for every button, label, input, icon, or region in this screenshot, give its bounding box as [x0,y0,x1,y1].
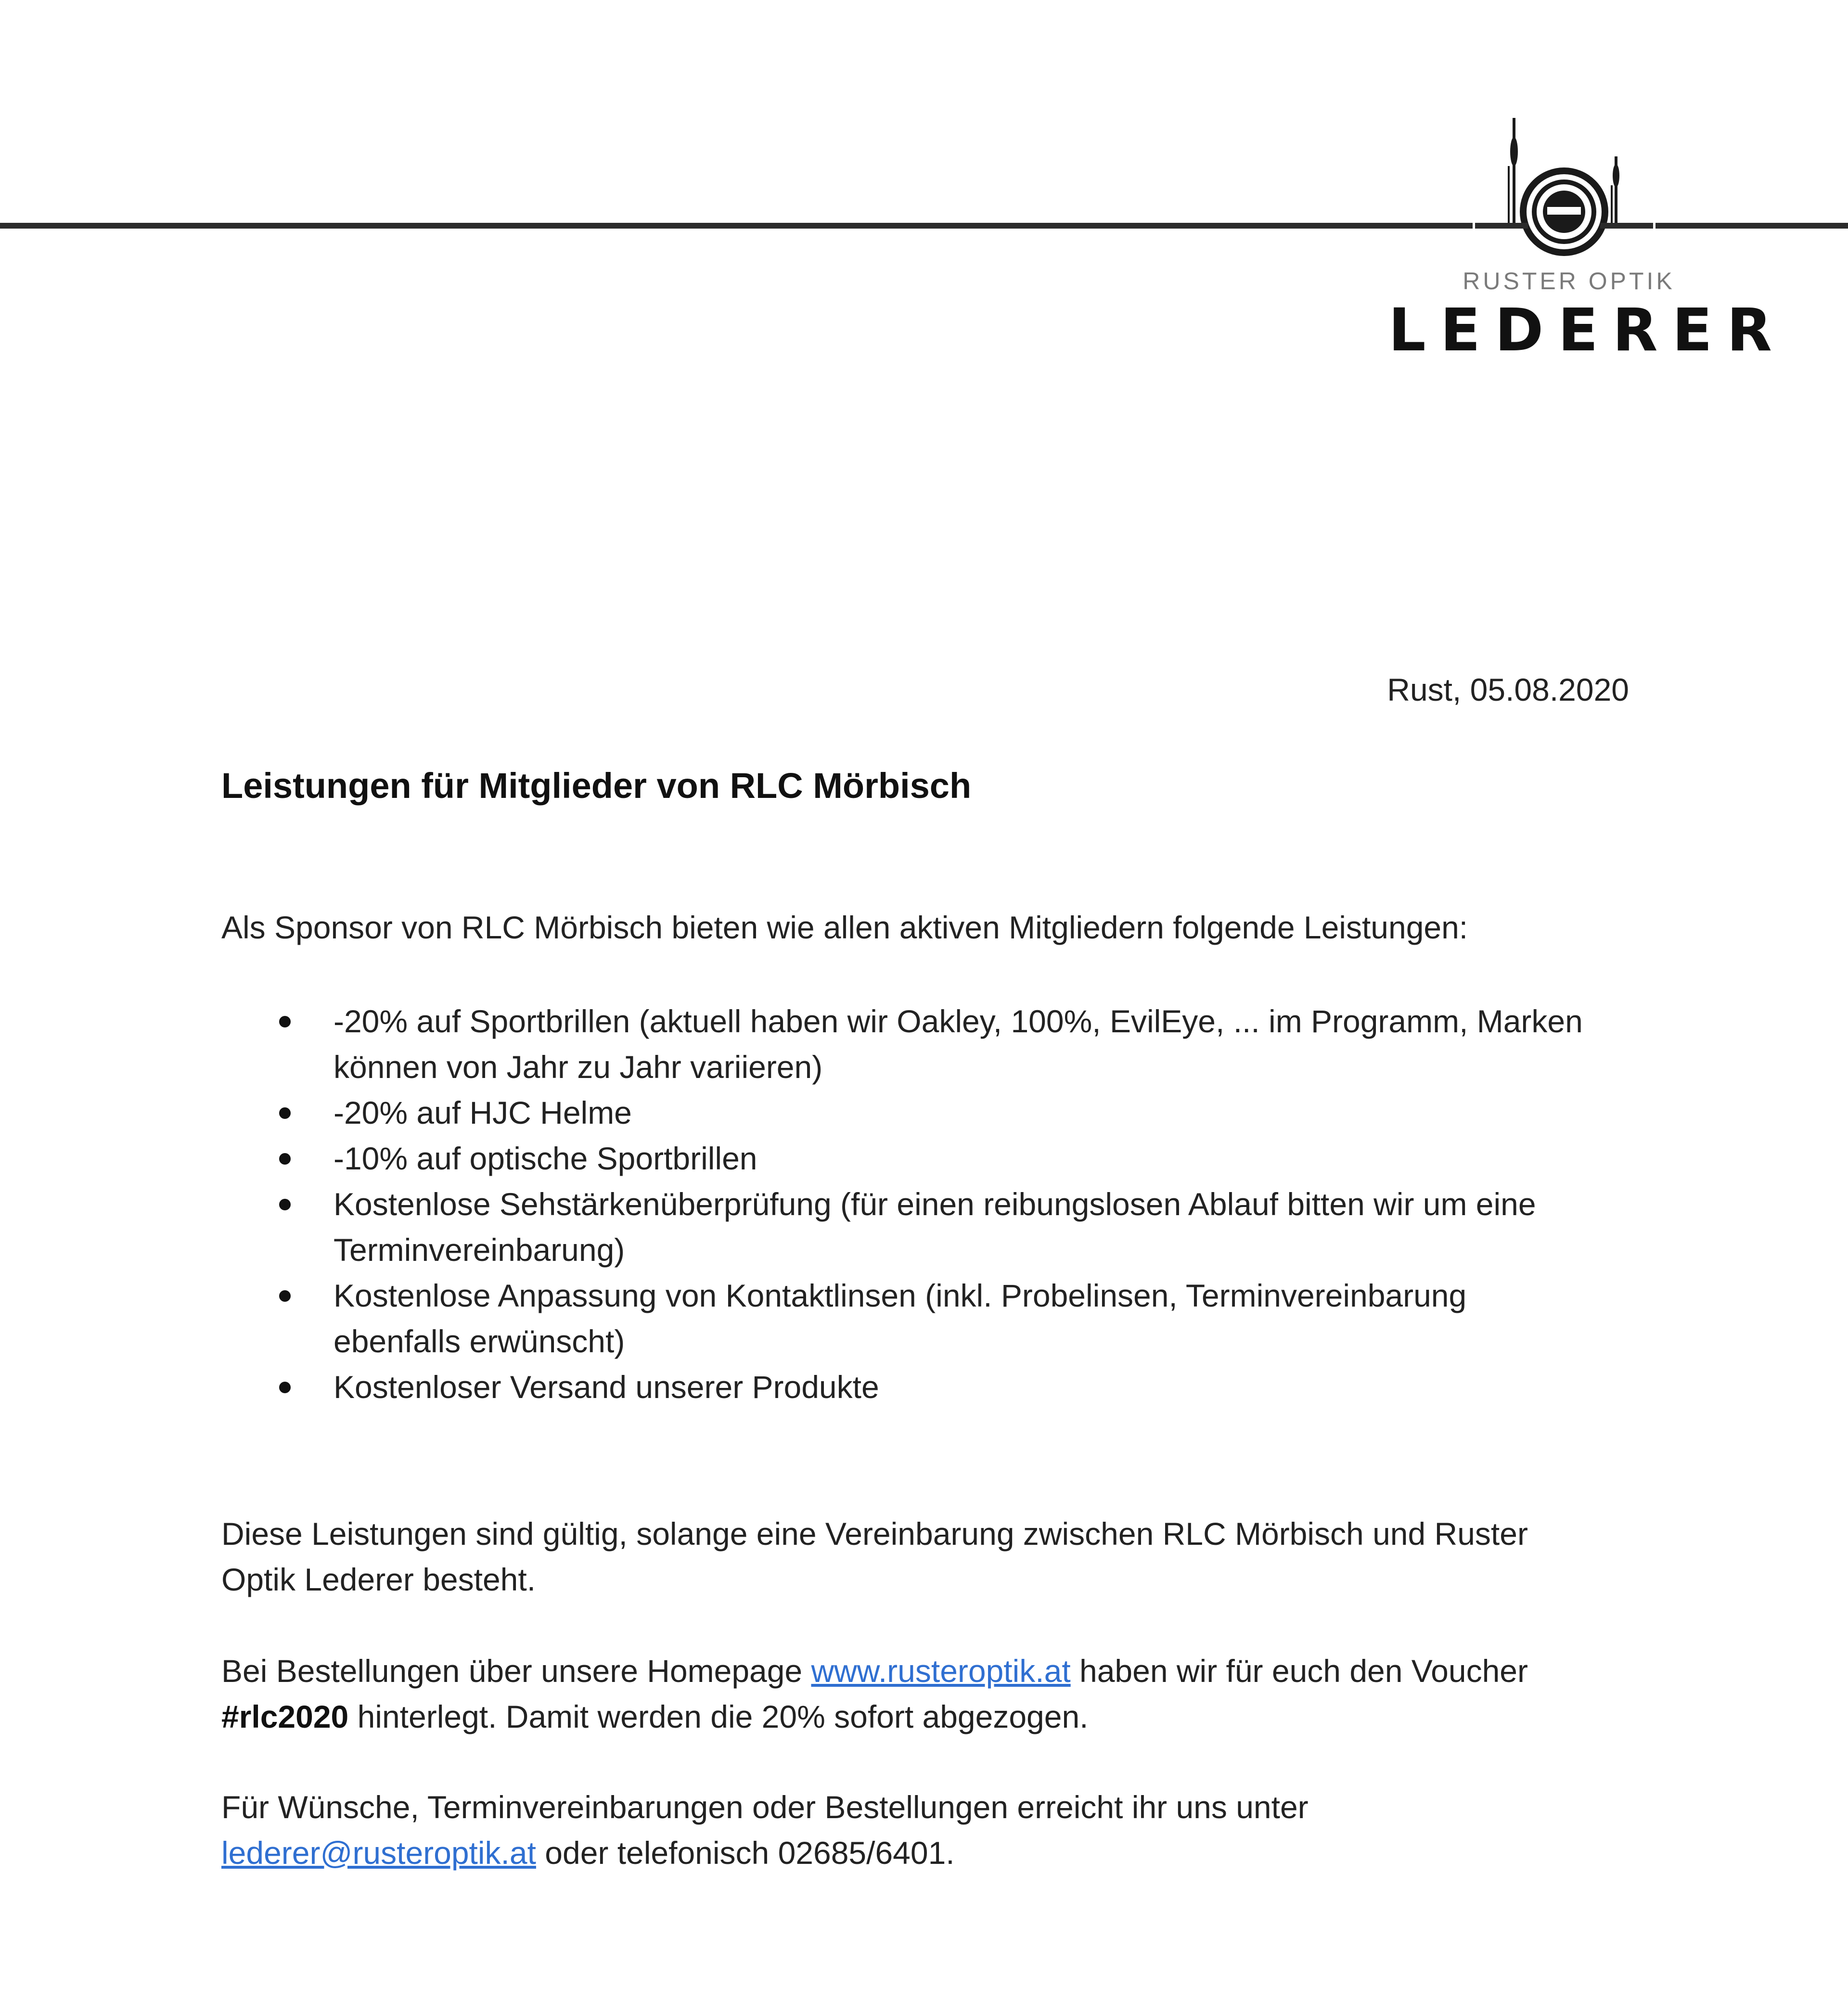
list-item [221,1364,1598,1410]
logo-name: LEDERER [1388,296,1786,364]
letter-title: Leistungen für Mitglieder von RLC Mörbisch [221,766,972,806]
ruster-optik-lederer-logo-icon [1470,113,1658,257]
voucher-paragraph [221,1648,1598,1740]
validity-paragraph: Diese Leistungen sind gültig, solange eine Vereinbarung zwischen RLC Mörbisch und Ruster Optik Lederer besteht. [221,1516,1528,1597]
list-item [221,1090,1598,1136]
voucher-text-middle: haben wir für euch den Voucher [1070,1653,1528,1689]
voucher-text-start: Bei Bestellungen über unsere Homepage [221,1653,811,1689]
list-item [221,999,1598,1090]
intro-paragraph: Als Sponsor von RLC Mörbisch bieten wie allen aktiven Mitgliedern folgende Leistungen: [221,910,1468,945]
contact-text-end: oder telefonisch 02685/6401. [536,1835,955,1871]
header-rule-right [1656,223,1848,229]
email-link[interactable]: lederer@rusteroptik.at [221,1835,536,1871]
benefit-text: Kostenloser Versand unserer Produkte [334,1369,879,1405]
contact-text-start: Für Wünsche, Terminvereinbarungen oder Bestellungen erreicht ihr uns unter [221,1789,1309,1825]
logo-subtitle: RUSTER OPTIK [1463,268,1675,295]
benefit-text: -20% auf HJC Helme [334,1095,632,1130]
bullet-icon [279,1016,291,1027]
voucher-code: #rlc2020 [221,1699,349,1734]
bullet-icon [279,1382,291,1393]
benefits-list [221,999,1598,1410]
list-item [221,1136,1598,1181]
list-item [221,1181,1598,1273]
bullet-icon [279,1107,291,1119]
homepage-link[interactable]: www.rusteroptik.at [811,1653,1071,1689]
voucher-text-end: hinterlegt. Damit werden die 20% sofort abgezogen. [348,1699,1089,1734]
bullet-icon [279,1199,291,1210]
header-rule-left [0,223,1473,229]
bullet-icon [279,1153,291,1165]
contact-paragraph [221,1784,1598,1876]
benefit-text: -10% auf optische Sportbrillen [334,1141,757,1176]
letter-date: Rust, 05.08.2020 [1387,672,1629,707]
list-item [221,1273,1598,1364]
benefit-text: Kostenlose Anpassung von Kontaktlinsen (inkl. Probelinsen, Terminvereinbarung ebenfalls erwünscht) [334,1278,1467,1359]
bullet-icon [279,1290,291,1302]
benefit-text: -20% auf Sportbrillen (aktuell haben wir Oakley, 100%, EvilEye, ... im Programm, Marken können von Jahr zu Jahr variieren) [334,1003,1583,1085]
benefit-text: Kostenlose Sehstärkenüberprüfung (für einen reibungslosen Ablauf bitten wir um eine Terminvereinbarung) [334,1186,1536,1268]
